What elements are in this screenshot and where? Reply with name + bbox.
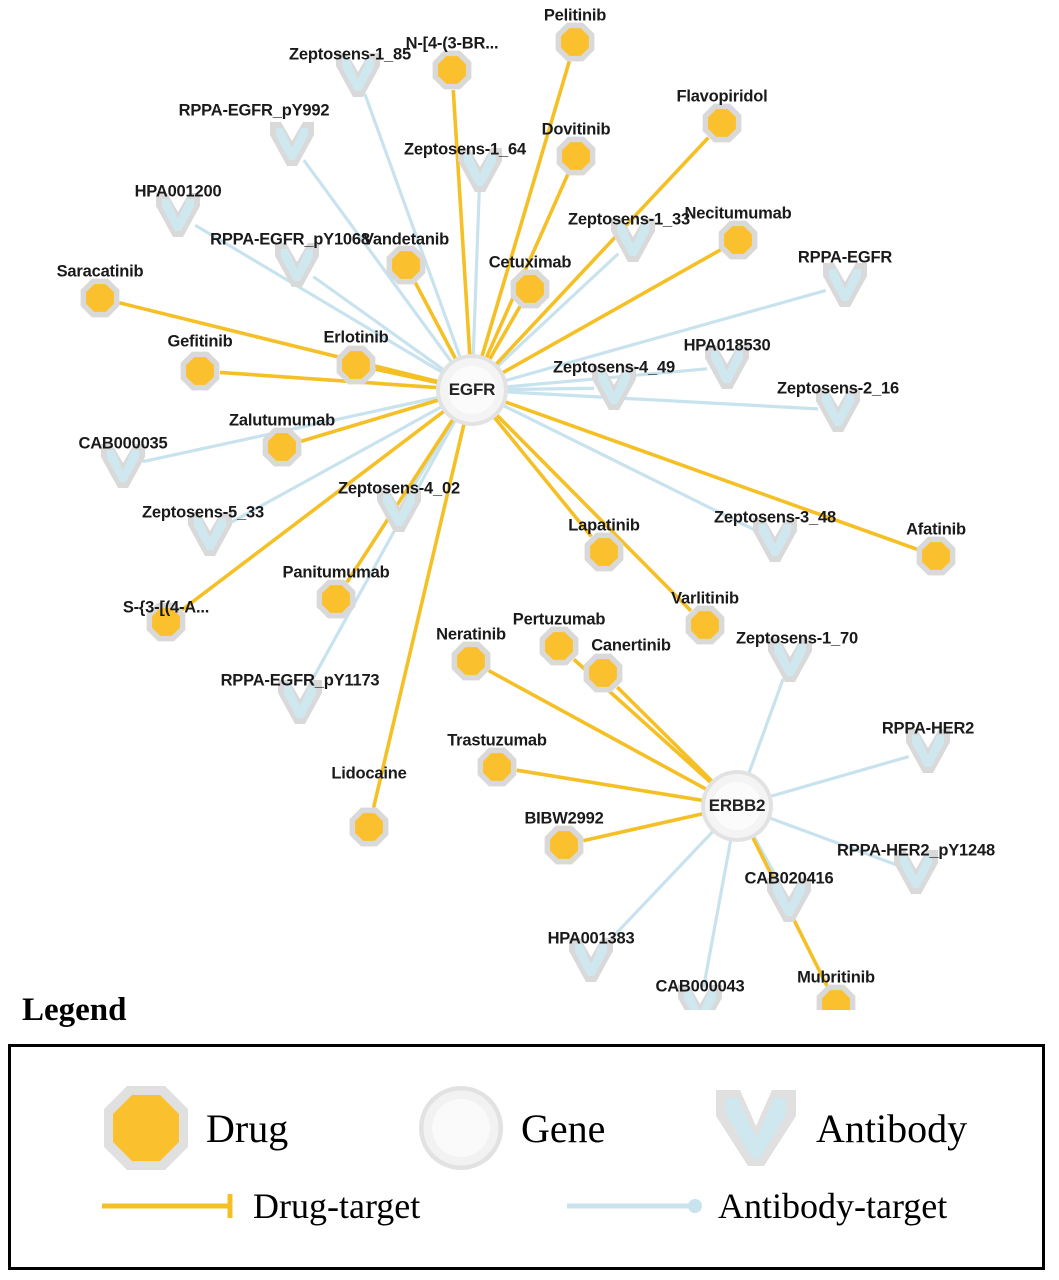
- drug-node[interactable]: [342, 351, 370, 379]
- edge-antibody-target: [498, 391, 818, 408]
- drug-node[interactable]: [268, 433, 296, 461]
- drug-label: BIBW2992: [524, 809, 604, 828]
- drug-label: Cetuximab: [488, 253, 572, 272]
- edge-antibody-target: [704, 832, 733, 988]
- drug-label: Panitumumab: [282, 563, 390, 582]
- drug-node[interactable]: [590, 538, 618, 566]
- gene-label: ERBB2: [708, 796, 766, 815]
- drug-node[interactable]: [550, 831, 578, 859]
- drug-label: N-[4-(3-BR...: [405, 34, 499, 53]
- drug-node[interactable]: [438, 56, 466, 84]
- drug-node[interactable]: [724, 226, 752, 254]
- legend-label-drug-target: Drug-target: [253, 1186, 421, 1226]
- antibody-label: Zeptosens-4_02: [338, 479, 460, 498]
- drug-node[interactable]: [392, 251, 420, 279]
- legend-label-antibody-target: Antibody-target: [718, 1186, 948, 1226]
- drug-label: Canertinib: [591, 636, 671, 655]
- drug-node[interactable]: [457, 647, 485, 675]
- drug-node[interactable]: [86, 284, 114, 312]
- antibody-label: RPPA-EGFR_pY992: [178, 101, 330, 120]
- drug-node[interactable]: [545, 632, 573, 660]
- antibody-label: RPPA-EGFR_pY1068: [210, 230, 370, 249]
- drug-node[interactable]: [691, 611, 719, 639]
- drug-label: Pertuzumab: [512, 610, 606, 629]
- edge-drug-target: [479, 61, 569, 365]
- drug-label: Gefitinib: [167, 332, 233, 351]
- edge-antibody-target: [762, 757, 909, 799]
- drug-label: Pelitinib: [543, 6, 607, 25]
- drug-node[interactable]: [589, 659, 617, 687]
- drug-label: Lidocaine: [331, 764, 407, 783]
- drug-node[interactable]: [561, 28, 589, 56]
- drug-node[interactable]: [322, 585, 350, 613]
- drug-label: Afatinib: [906, 520, 966, 539]
- antibody-label: RPPA-EGFR_pY1173: [220, 671, 380, 690]
- edge-drug-target: [453, 90, 470, 364]
- antibody-label: HPA001200: [134, 182, 222, 201]
- antibody-label: CAB020416: [744, 869, 834, 888]
- drug-label: Flavopiridol: [676, 87, 768, 106]
- drug-label: Mubritinib: [797, 968, 875, 987]
- edge-antibody-target: [605, 825, 719, 946]
- antibody-label: RPPA-HER2: [881, 719, 975, 738]
- legend-item-drug-target: [100, 1185, 420, 1227]
- antibody-label: Zeptosens-2_16: [777, 379, 899, 398]
- drug-label: Trastuzumab: [447, 731, 547, 750]
- legend-edge-row: [0, 1185, 1053, 1255]
- antibody-label: Zeptosens-1_64: [404, 140, 526, 159]
- antibody-label: RPPA-HER2_pY1248: [837, 841, 995, 860]
- antibody-label: Zeptosens-1_33: [568, 210, 690, 229]
- drug-node[interactable]: [483, 753, 511, 781]
- drug-node[interactable]: [186, 357, 214, 385]
- antibody-label: Zeptosens-5_33: [142, 503, 264, 522]
- antibody-label: HPA018530: [683, 336, 771, 355]
- drug-label: Zalutumumab: [229, 411, 335, 430]
- edge-antibody-target: [473, 190, 479, 364]
- edge-antibody-target: [498, 388, 594, 389]
- drug-node[interactable]: [355, 813, 383, 841]
- drug-node[interactable]: [516, 275, 544, 303]
- drug-label: Dovitinib: [541, 120, 611, 139]
- legend-item-gene: [415, 1082, 605, 1174]
- legend-item-antibody: [710, 1082, 967, 1174]
- drug-label: Necitumumab: [684, 204, 792, 223]
- drug-node[interactable]: [922, 542, 950, 570]
- legend-item-antibody-target: [565, 1185, 947, 1227]
- edge-drug-target: [496, 399, 917, 550]
- drug-label: Saracatinib: [56, 262, 144, 281]
- drug-label: Vandetanib: [362, 230, 450, 249]
- antibody-label: CAB000043: [655, 977, 745, 996]
- gene-label: EGFR: [448, 380, 496, 399]
- antibody-label: Zeptosens-1_85: [289, 45, 411, 64]
- legend-title: Legend: [22, 992, 127, 1028]
- legend-item-drug: [100, 1082, 288, 1174]
- antibody-label: Zeptosens-3_48: [714, 508, 836, 527]
- drug-label: Erlotinib: [323, 328, 389, 347]
- legend-node-row: [0, 1060, 1053, 1170]
- antibody-label: CAB000035: [78, 434, 168, 453]
- edge-antibody-target: [746, 679, 783, 782]
- legend-label-antibody: Antibody: [816, 1105, 968, 1151]
- legend-label-gene: Gene: [521, 1105, 606, 1151]
- edge-drug-target: [617, 687, 718, 788]
- drug-node[interactable]: [708, 109, 736, 137]
- drug-label: Neratinib: [436, 625, 506, 644]
- drug-node[interactable]: [562, 142, 590, 170]
- antibody-label: HPA001383: [547, 929, 635, 948]
- antibody-label: Zeptosens-4_49: [553, 358, 675, 377]
- antibody-label: RPPA-EGFR: [797, 248, 893, 267]
- drug-label: Lapatinib: [568, 516, 640, 535]
- antibody-label: Zeptosens-1_70: [736, 629, 858, 648]
- drug-label: S-{3-[(4-A...: [122, 598, 210, 617]
- edge-antibody-target: [313, 277, 451, 375]
- drug-label: Varlitinib: [671, 589, 739, 608]
- edge-drug-target: [490, 408, 691, 610]
- legend-label-drug: Drug: [206, 1105, 289, 1151]
